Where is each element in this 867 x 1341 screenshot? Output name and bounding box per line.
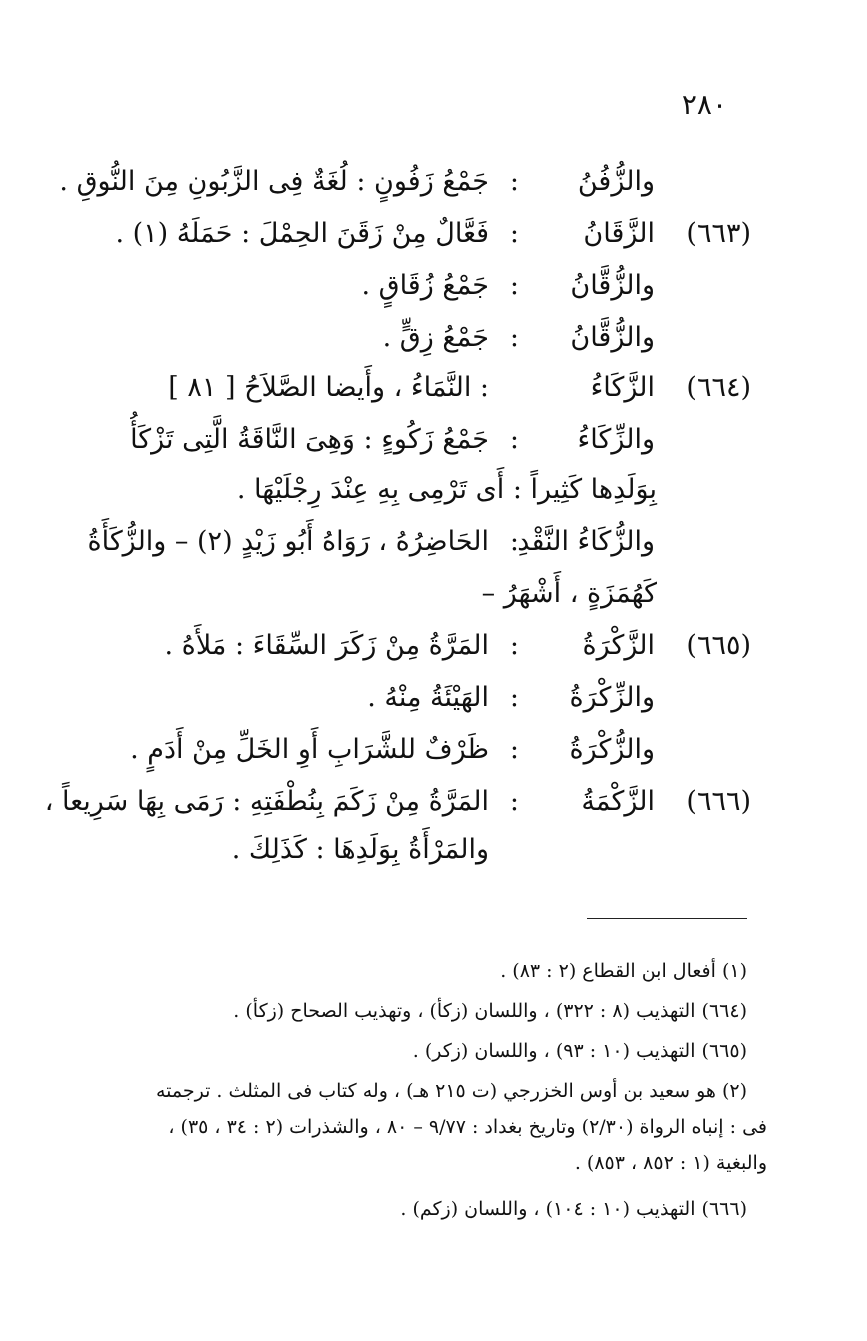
entry-definition: المَرَّةُ مِنْ زَكَمَ بِنُطْفَتِهِ : رَمَى بِهَا سَرِيعاً ، [44,786,489,817]
colon-separator: : [509,734,519,765]
entry-definition: جَمْعُ زَفُونٍ : لُغَةٌ فِى الزَّبُونِ مِنَ النُّوقِ . [59,166,489,197]
entry-number: (٦٦٥) [686,630,751,661]
entry-number: (٦٦٦) [686,786,751,817]
entry-row [60,418,747,462]
entry-row [60,676,747,720]
colon-separator: : [509,424,519,455]
footnote: (٦٦٤) التهذيب (٨ : ٣٢٢) ، واللسان (زكأ) ، وتهذيب الصحاح (زكأ) . [233,1000,747,1022]
entry-headword: والزُّفُنُ [577,166,655,197]
entry-definition: جَمْعُ زَكُوءٍ : وَهِىَ النَّاقَةُ الَّتِى تَزْكَأُ [130,424,489,455]
entry-row [60,160,747,204]
entry-row [60,728,747,772]
entry-definition: المَرَّةُ مِنْ زَكَرَ السِّقَاءَ : مَلأَهُ . [164,630,489,661]
colon-separator: : [509,322,519,353]
entry-row [60,264,747,308]
colon-separator: : [509,682,519,713]
entry-headword: والزُّكْرَةُ [569,734,655,765]
continuation-line: بِوَلَدِها كَثِيراً : أَى تَرْمِى بِهِ عِنْدَ رِجْلَيْهَا . [236,474,657,505]
footnote: (٦٦٥) التهذيب (١٠ : ٩٣) ، واللسان (زكر) . [412,1040,747,1062]
entry-headword: الزَّكَاءُ [590,372,655,403]
entry-definition: ظَرْفٌ للشَّرَابِ أَوِ الخَلِّ مِنْ أَدَمٍ . [130,734,489,765]
entry-row [60,366,751,410]
continuation-line: كَهُمَزَةٍ ، أَشْهَرُ – [481,578,657,609]
entry-row [44,780,751,824]
footnote-continuation: والبغية (١ : ٨٥٢ ، ٨٥٣) . [574,1152,767,1174]
colon-separator: : [509,218,519,249]
colon-separator: : [509,270,519,301]
entry-headword: والزِّكْرَةُ [569,682,655,713]
entry-definition: جَمْعُ زِقٍّ . [382,322,489,353]
page-number: ٢٨٠ [681,88,727,121]
entry-row [60,316,747,360]
entry-row [60,520,747,564]
footnote: (٦٦٦) التهذيب (١٠ : ١٠٤) ، واللسان (زكم) . [400,1198,747,1220]
footnote: (١) أفعال ابن القطاع (٢ : ٨٣) . [500,960,747,982]
entry-number: (٦٦٤) [686,372,751,403]
colon-separator: : [509,786,519,817]
entry-headword: الزَّكْمَةُ [581,786,655,817]
footnote-divider [587,918,747,919]
entry-definition: جَمْعُ زُقَاقٍ . [361,270,489,301]
entry-headword: والزُّقَّانُ [570,322,655,353]
entry-headword: والزُّكَاءُ النَّقْدِ [517,526,655,557]
entry-number: (٦٦٣) [686,218,751,249]
footnote: (٢) هو سعيد بن أوس الخزرجي (ت ٢١٥ هـ) ، وله كتاب فى المثلث . ترجمته [155,1080,747,1102]
footnote-continuation: فى : إنباه الرواة (٢/٣٠) وتاريخ بغداد : ٩/٧٧ – ٨٠ ، والشذرات (٢ : ٣٤ ، ٣٥) ، [168,1116,767,1138]
colon-separator: : [509,630,519,661]
colon-separator: : [509,526,519,557]
entry-definition: فَعَّالٌ مِنْ زَقَنَ الحِمْلَ : حَمَلَهُ (١) . [115,218,489,249]
colon-separator: : [509,166,519,197]
entry-headword: الزَّقَانُ [583,218,655,249]
entry-row [60,212,751,256]
entry-headword: الزَّكْرَةُ [582,630,655,661]
continuation-line: والمَرْأَةُ بِوَلَدِهَا : كَذَلِكَ . [231,834,489,865]
entry-row [60,624,751,668]
entry-headword: والزُّقَّانُ [570,270,655,301]
entry-definition: الهَيْئَةُ مِنْهُ . [367,682,489,713]
entry-definition: الحَاضِرُهُ ، رَوَاهُ أَبُو زَيْدٍ (٢) – والزُّكَأَةُ [87,526,489,557]
entry-definition: : النَّمَاءُ ، وأَيضا الصَّلاَحُ [ ٨١ ] [168,372,489,403]
entry-headword: والزِّكَاءُ [577,424,655,455]
